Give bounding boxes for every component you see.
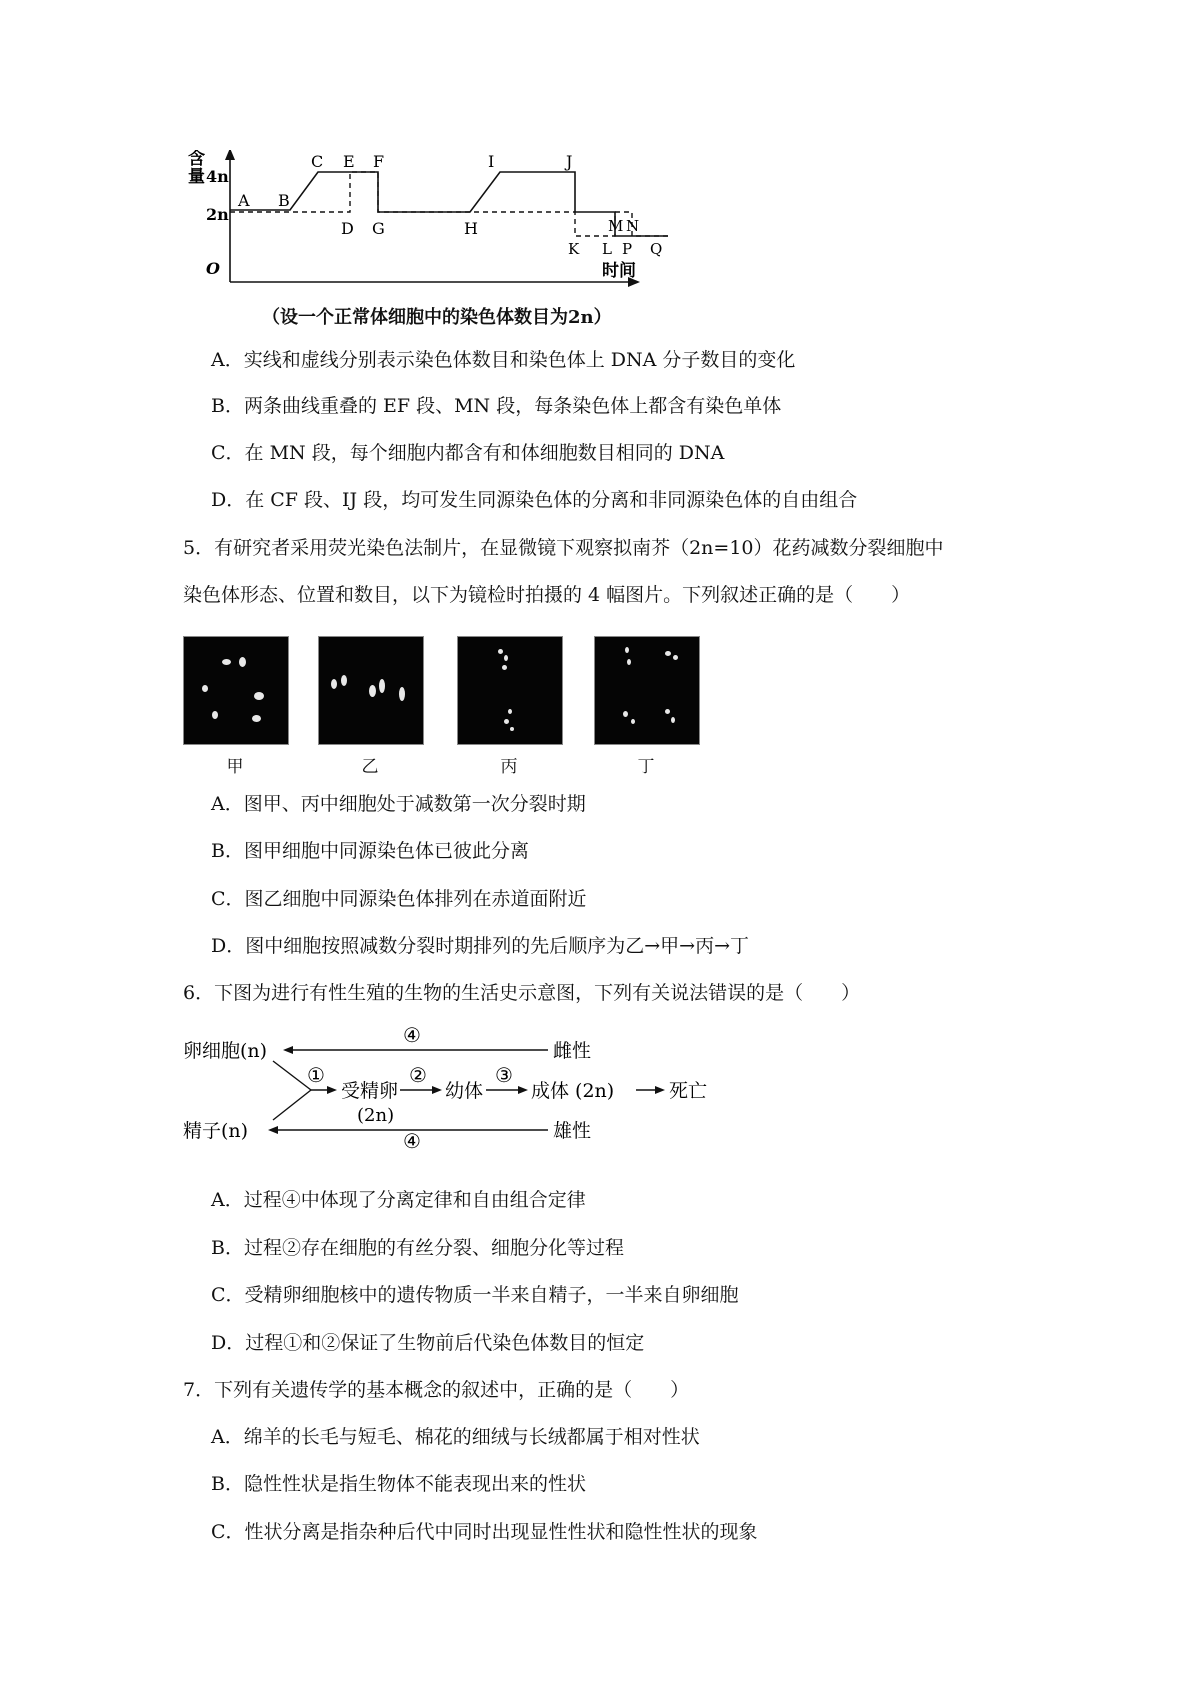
- micrograph-bing: [457, 636, 563, 745]
- q7-option-b: B．隐性性状是指生物体不能表现出来的性状: [211, 1473, 586, 1495]
- q7-stem: 7．下列有关遗传学的基本概念的叙述中，正确的是（ ）: [183, 1379, 690, 1401]
- micrograph-label-bing: 丙: [500, 757, 518, 777]
- q6-option-b: B．过程②存在细胞的有丝分裂、细胞分化等过程: [211, 1237, 624, 1259]
- step2-label: ②: [409, 1063, 427, 1087]
- q4-option-d: D．在 CF 段、IJ 段，均可发生同源染色体的分离和非同源染色体的自由组合: [211, 489, 858, 511]
- female-label: 雌性: [553, 1040, 592, 1062]
- zygote-ploidy: (2n): [357, 1105, 395, 1126]
- q6-option-d: D．过程①和②保证了生物前后代染色体数目的恒定: [211, 1332, 645, 1354]
- label-M: M: [608, 217, 624, 235]
- y-axis-label-1: 含: [188, 150, 205, 169]
- micrograph-yi: [318, 636, 424, 745]
- label-N: N: [626, 217, 640, 235]
- solid-curve: [230, 172, 668, 236]
- arrow-head-step2: [432, 1086, 442, 1094]
- arrow-head-egg: [283, 1046, 293, 1054]
- y-axis-label-2: 量: [188, 167, 205, 187]
- zygote-label: 受精卵: [341, 1080, 399, 1102]
- micrograph-label-yi: 乙: [361, 757, 379, 777]
- label-F: F: [373, 152, 385, 171]
- q5-option-a: A．图甲、丙中细胞处于减数第一次分裂时期: [211, 793, 586, 815]
- label-Q: Q: [650, 240, 663, 258]
- y-tick-2n: 2n: [206, 205, 229, 224]
- q7-option-a: A．绵羊的长毛与短毛、棉花的细绒与长绒都属于相对性状: [211, 1426, 700, 1448]
- egg-label: 卵细胞(n): [183, 1040, 268, 1062]
- x-axis-label: 时间: [602, 261, 636, 281]
- dashed-curve: [230, 172, 668, 236]
- arrow-head-sperm: [268, 1126, 278, 1134]
- arrow-head-step1: [327, 1086, 337, 1094]
- step1-label: ①: [307, 1063, 325, 1087]
- label-C: C: [311, 152, 324, 171]
- adult-label: 成体 (2n): [531, 1080, 615, 1102]
- label-K: K: [568, 240, 580, 258]
- label-D: D: [341, 219, 354, 238]
- label-G: G: [372, 219, 385, 238]
- q5-option-d: D．图中细胞按照减数分裂时期排列的先后顺序为乙→甲→丙→丁: [211, 935, 749, 957]
- q7-option-c: C．性状分离是指杂种后代中同时出现显性性状和隐性性状的现象: [211, 1521, 758, 1543]
- sperm-to-fertilization: [273, 1090, 311, 1120]
- step4-bottom: ④: [403, 1129, 421, 1150]
- male-label: 雄性: [553, 1120, 592, 1142]
- label-E: E: [343, 152, 355, 171]
- q5-option-c: C．图乙细胞中同源染色体排列在赤道面附近: [211, 888, 587, 910]
- label-H: H: [464, 219, 478, 238]
- q5-stem-line1: 5．有研究者采用荧光染色法制片，在显微镜下观察拟南芥（2n=10）花药减数分裂细胞中: [183, 537, 944, 559]
- label-L: L: [602, 240, 612, 258]
- label-B: B: [278, 191, 290, 210]
- q6-option-a: A．过程④中体现了分离定律和自由组合定律: [211, 1189, 586, 1211]
- y-axis-arrow: [225, 150, 235, 160]
- q6-option-c: C．受精卵细胞核中的遗传物质一半来自精子，一半来自卵细胞: [211, 1284, 739, 1306]
- origin-label: O: [206, 259, 220, 278]
- label-I: I: [488, 152, 495, 171]
- micrograph-ding: [594, 636, 700, 745]
- arrow-head-step3: [518, 1086, 528, 1094]
- micrograph-label-jia: 甲: [226, 757, 244, 777]
- chart-caption: （设一个正常体细胞中的染色体数目为2n）: [262, 307, 612, 328]
- q5-option-b: B．图甲细胞中同源染色体已彼此分离: [211, 840, 529, 862]
- q5-stem-line2: 染色体形态、位置和数目，以下为镜检时拍摄的 4 幅图片。下列叙述正确的是（ ）: [183, 584, 911, 606]
- life-cycle-diagram: [183, 1025, 743, 1150]
- step3-label: ③: [495, 1063, 513, 1087]
- y-tick-4n: 4n: [206, 167, 229, 186]
- micrograph-label-ding: 丁: [637, 757, 655, 777]
- q6-stem: 6．下图为进行有性生殖的生物的生活史示意图，下列有关说法错误的是（ ）: [183, 982, 861, 1004]
- label-A: A: [238, 191, 250, 210]
- q4-option-a: A．实线和虚线分别表示染色体数目和染色体上 DNA 分子数目的变化: [211, 349, 796, 371]
- q4-option-c: C．在 MN 段，每个细胞内都含有和体细胞数目相同的 DNA: [211, 442, 725, 464]
- egg-to-fertilization: [273, 1061, 311, 1090]
- arrow-head-death: [655, 1086, 665, 1094]
- q4-option-b: B．两条曲线重叠的 EF 段、MN 段，每条染色体上都含有染色单体: [211, 395, 782, 417]
- sperm-label: 精子(n): [183, 1120, 249, 1142]
- label-J: J: [566, 152, 573, 171]
- micrograph-jia: [183, 636, 289, 745]
- step4-top: ④: [403, 1025, 421, 1047]
- label-P: P: [622, 240, 633, 258]
- juvenile-label: 幼体: [445, 1080, 484, 1102]
- death-label: 死亡: [669, 1080, 708, 1102]
